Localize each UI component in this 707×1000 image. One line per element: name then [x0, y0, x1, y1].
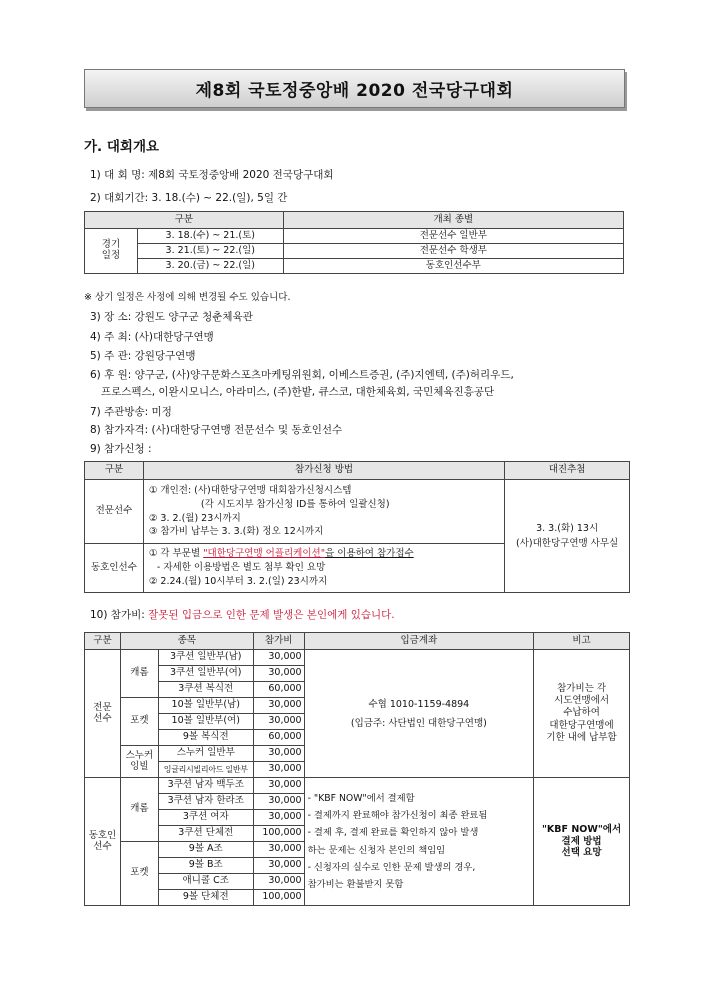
app-link[interactable]: "대한당구연맹 어플리케이션" [203, 548, 326, 560]
schedule-group-label: 경기 일정 [85, 229, 138, 274]
fee-amount: 30,000 [253, 778, 304, 794]
apply-header-draw: 대진추첨 [505, 462, 630, 480]
item-venue: 3) 장 소: 강원도 양구군 청춘체육관 [90, 311, 253, 323]
schedule-date: 3. 20.(금) ~ 22.(일) [137, 259, 283, 274]
fee-event: 9볼 단체전 [158, 890, 253, 906]
apply-header-division: 구분 [85, 462, 144, 480]
fee-pro-label: 전문 선수 [85, 650, 121, 778]
apply-am-text: 을 이용하여 참가접수 [325, 548, 414, 560]
fee-amount: 60,000 [253, 730, 304, 746]
fee-event: 3쿠션 남자 한라조 [158, 794, 253, 810]
fee-event: 스누커 일반부 [158, 746, 253, 762]
fee-am-account-line: - "KBF NOW"에서 결제함 [307, 792, 415, 804]
item-host: 4) 주 최: (사)대한당구연맹 [90, 331, 214, 343]
schedule-category: 전문선수 일반부 [283, 229, 623, 244]
fee-amount: 30,000 [253, 810, 304, 826]
apply-am-line: ② 2.24.(월) 10시부터 3. 2.(일) 23시까지 [148, 575, 328, 587]
fee-am-note: "KBF NOW"에서 결제 방법 선택 요망 [534, 778, 630, 906]
section-title: 가. 대회개요 [84, 139, 160, 155]
fee-header-fee: 참가비 [253, 633, 304, 650]
fee-event: 3쿠션 남자 백두조 [158, 778, 253, 794]
apply-am-text: ① 각 부문별 [148, 548, 204, 560]
fee-group-name: 캐롬 [120, 778, 158, 842]
fee-am-account-line: 참가비는 환불받지 못함 [307, 878, 404, 890]
fee-event: 9볼 B조 [158, 858, 253, 874]
apply-pro-line: (각 시도지부 참가신청 ID를 통하여 일괄신청) [200, 498, 390, 510]
fee-am-account-line: - 신청자의 실수로 인한 문제 발생의 경우, [307, 861, 476, 873]
apply-header-method: 참가신청 방법 [143, 462, 504, 480]
document-title: 제8회 국토정중앙배 2020 전국당구대회 [195, 81, 514, 101]
fee-event: 3쿠션 일반부(여) [158, 666, 253, 682]
fee-event: 9볼 복식전 [158, 730, 253, 746]
apply-pro-line: ① 개인전: (사)대한당구연맹 대회참가신청시스템 [148, 484, 352, 496]
apply-am-line: - 자세한 이용방법은 별도 첨부 확인 요망 [156, 562, 326, 574]
schedule-date: 3. 18.(수) ~ 21.(토) [137, 229, 283, 244]
fee-pro-account: 수협 1010-1159-4894 [368, 698, 470, 710]
title-banner [84, 69, 625, 108]
fee-group-name: 포켓 [120, 698, 158, 746]
fee-event: 3쿠션 일반부(남) [158, 650, 253, 666]
schedule-category: 동호인선수부 [283, 259, 623, 274]
item-period: 2) 대회기간: 3. 18.(수) ~ 22.(일), 5일 간 [90, 192, 288, 204]
item-sponsor: 6) 후 원: 양구군, (사)양구문화스포츠마케팅위원회, 이베스트증권, (주)지엔텍, (주)허리우드, [90, 369, 514, 381]
fee-event: 3쿠션 여자 [158, 810, 253, 826]
fee-amount: 100,000 [253, 826, 304, 842]
application-table [84, 461, 630, 593]
schedule-header-division: 구분 [85, 212, 284, 229]
fee-pro-note: 참가비는 각 시도연맹에서 수납하여 대한당구연맹에 기한 내에 납부함 [534, 650, 630, 778]
fee-am-account-line: - 결제까지 완료해야 참가신청이 최종 완료됨 [307, 810, 488, 822]
apply-amateur-label: 동호인선수 [85, 544, 144, 593]
fee-pro-account-owner: (입금주: 사단법인 대한당구연맹) [350, 717, 487, 729]
fee-event: 10볼 일반부(여) [158, 714, 253, 730]
apply-pro-label: 전문선수 [85, 480, 144, 544]
schedule-table [84, 211, 624, 274]
schedule-category: 전문선수 학생부 [283, 244, 623, 259]
fee-event: 잉글리시빌리아드 일반부 [158, 762, 253, 778]
fee-amount: 100,000 [253, 890, 304, 906]
fee-amount: 30,000 [253, 858, 304, 874]
fee-amount: 30,000 [253, 762, 304, 778]
fee-event: 10볼 일반부(남) [158, 698, 253, 714]
fee-amount: 30,000 [253, 650, 304, 666]
item-eligibility: 8) 참가자격: (사)대한당구연맹 전문선수 및 동호인선수 [90, 424, 343, 436]
apply-pro-line: ② 3. 2.(월) 23시까지 [148, 512, 241, 524]
item-fee-warning: 잘못된 입금으로 인한 문제 발생은 본인에게 있습니다. [148, 609, 395, 621]
item-organizer: 5) 주 관: 강원당구연맹 [90, 350, 196, 362]
fee-am-account-line: - 결제 후, 결제 완료를 확인하지 않아 발생 [307, 827, 479, 839]
fee-group-name: 스누커 잉빌 [120, 746, 158, 778]
schedule-date: 3. 21.(토) ~ 22.(일) [137, 244, 283, 259]
fee-event: 애니콜 C조 [158, 874, 253, 890]
fee-amount: 60,000 [253, 682, 304, 698]
schedule-header-category: 개최 종별 [283, 212, 623, 229]
apply-draw-time: 3. 3.(화) 13시 [536, 522, 599, 534]
fee-group-name: 포켓 [120, 842, 158, 906]
item-fee-label: 10) 참가비: [90, 609, 145, 621]
apply-pro-line: ③ 참가비 납부는 3. 3.(화) 정오 12시까지 [148, 526, 324, 538]
fee-amount: 30,000 [253, 666, 304, 682]
schedule-note: ※ 상기 일정은 사정에 의해 변경될 수도 있습니다. [84, 292, 291, 303]
fee-event: 3쿠션 복식전 [158, 682, 253, 698]
fee-amount: 30,000 [253, 746, 304, 762]
item-fee [90, 607, 395, 622]
fee-amount: 30,000 [253, 714, 304, 730]
fee-amount: 30,000 [253, 842, 304, 858]
fee-table [84, 632, 630, 906]
item-broadcast: 7) 주관방송: 미정 [90, 406, 172, 418]
fee-amount: 30,000 [253, 874, 304, 890]
fee-event: 3쿠션 단체전 [158, 826, 253, 842]
fee-amount: 30,000 [253, 698, 304, 714]
fee-header-note: 비고 [534, 633, 630, 650]
fee-group-name: 캐롬 [120, 650, 158, 698]
fee-header-account: 입금계좌 [304, 633, 534, 650]
fee-event: 9볼 A조 [158, 842, 253, 858]
item-name: 1) 대 회 명: 제8회 국토정중앙배 2020 전국당구대회 [90, 169, 334, 181]
fee-amount: 30,000 [253, 794, 304, 810]
item-application: 9) 참가신청 : [90, 443, 152, 455]
fee-header-division: 구분 [85, 633, 121, 650]
item-sponsor-cont: 프로스펙스, 이완시모니스, 아라미스, (주)한밭, 큐스코, 대한체육회, 국민체육진흥공단 [101, 386, 495, 398]
fee-am-account-line: 하는 문제는 신청자 본인의 책임임 [307, 844, 446, 856]
apply-draw-place: (사)대한당구연맹 사무실 [516, 538, 619, 549]
fee-amateur-label: 동호인 선수 [85, 778, 121, 906]
fee-header-event: 종목 [120, 633, 253, 650]
